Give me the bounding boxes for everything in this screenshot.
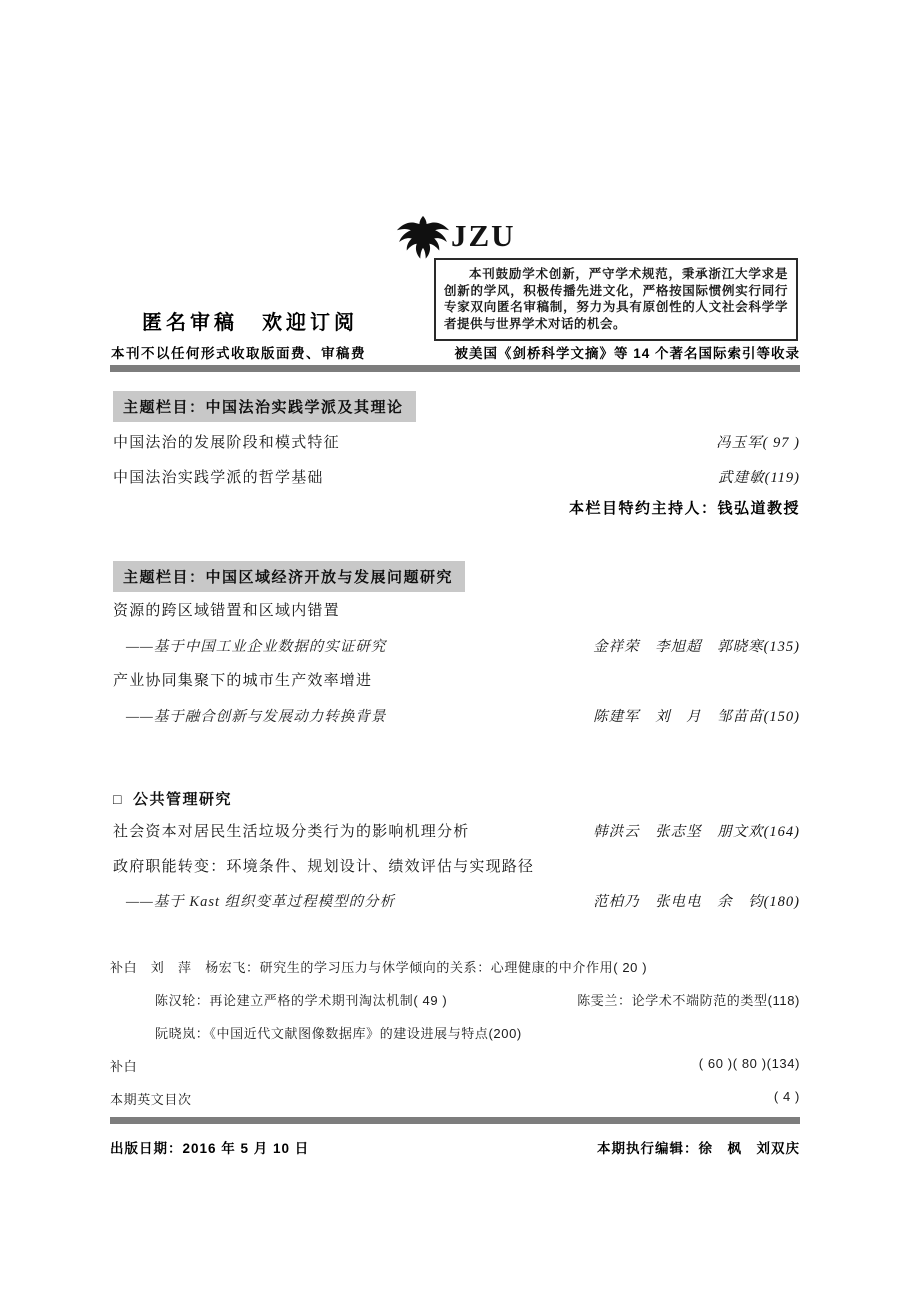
- article-authors-page: 韩洪云 张志坚 朋文欢(164): [593, 824, 800, 840]
- english-contents-page: ( 4 ): [773, 1089, 800, 1104]
- filler-line: [110, 957, 800, 976]
- article-row: [110, 820, 800, 841]
- executive-editors: 本期执行编辑：徐 枫 刘双庆: [597, 1141, 800, 1156]
- international-index-note: 被美国《剑桥科学文摘》等 14 个著名国际索引等收录: [454, 346, 800, 361]
- filler-pages-line: [110, 1056, 800, 1075]
- article-row: [110, 855, 800, 876]
- article-row: [110, 466, 800, 487]
- article-subtitle: ——基于融合创新与发展动力转换背景: [126, 709, 387, 725]
- section-title: 主题栏目：中国法治实践学派及其理论: [123, 399, 404, 416]
- article-subtitle-row: [110, 890, 800, 911]
- filler-line: [110, 1023, 800, 1042]
- review-slogan: 匿名审稿 欢迎订阅: [142, 312, 358, 334]
- editorial-notice-text: 本刊鼓励学术创新，严守学术规范，秉承浙江大学求是创新的学风，积极传播先进文化，严格按国际惯例实行同行专家双向匿名审稿制，努力为具有原创性的人文社会科学学者提供与世界学术对话的机会。: [444, 267, 788, 331]
- publication-footer: [110, 1137, 800, 1157]
- section-header-law: [113, 391, 416, 422]
- article-title: 社会资本对居民生活垃圾分类行为的影响机理分析: [113, 823, 470, 840]
- filler-text: 阮晓岚：《中国近代文献图像数据库》的建设进展与特点(200): [155, 1026, 522, 1041]
- article-title: 政府职能转变：环境条件、规划设计、绩效评估与实现路径: [113, 858, 535, 875]
- section-header-public-admin: [113, 786, 232, 811]
- filler-page-numbers: ( 60 )( 80 )(134): [698, 1056, 800, 1071]
- article-authors-page: 冯玉军( 97 ): [716, 435, 800, 451]
- article-title: 资源的跨区域错置和区域内错置: [113, 602, 340, 619]
- article-authors-page: 金祥荣 李旭超 郭晓寒(135): [593, 639, 800, 655]
- article-authors-page: 武建敏(119): [718, 470, 800, 486]
- article-subtitle-row: [110, 635, 800, 656]
- article-subtitle: ——基于中国工业企业数据的实证研究: [126, 639, 387, 655]
- article-authors-page: 范柏乃 张电电 余 钧(180): [593, 894, 800, 910]
- filler-label: 补白: [110, 1059, 138, 1074]
- article-subtitle: ——基于 Kast 组织变革过程模型的分析: [126, 894, 396, 910]
- filler-text: 陈雯兰：论学术不端防范的类型(118): [577, 993, 800, 1008]
- section-title: 主题栏目：中国区域经济开放与发展问题研究: [123, 569, 454, 586]
- editorial-notice-box: [434, 258, 798, 341]
- filler-text: 陈汉轮：再论建立严格的学术期刊淘汰机制( 49 ): [155, 993, 448, 1008]
- square-marker-icon: □: [113, 791, 123, 807]
- article-title: 产业协同集聚下的城市生产效率增进: [113, 672, 373, 689]
- article-row: [110, 431, 800, 452]
- no-fee-note: 本刊不以任何形式收取版面费、审稿费: [111, 346, 366, 361]
- publish-date: 出版日期：2016 年 5 月 10 日: [110, 1141, 310, 1156]
- journal-logo-text: JZU: [451, 218, 516, 253]
- article-row: [110, 669, 800, 690]
- filler-line: [110, 990, 800, 1009]
- article-row: [110, 599, 800, 620]
- section-header-regional-economy: [113, 561, 465, 592]
- divider-rule-top: [110, 365, 800, 372]
- divider-rule-bottom: [110, 1117, 800, 1124]
- eagle-logo-icon: [396, 214, 450, 261]
- section-host-note: 本栏目特约主持人：钱弘道教授: [568, 500, 800, 517]
- article-authors-page: 陈建军 刘 月 邹苗苗(150): [593, 709, 800, 725]
- filler-text: 补白 刘 萍 杨宏飞：研究生的学习压力与休学倾向的关系：心理健康的中介作用( 20 ): [110, 960, 648, 975]
- section-title: 公共管理研究: [132, 791, 232, 808]
- article-subtitle-row: [110, 705, 800, 726]
- article-title: 中国法治的发展阶段和模式特征: [113, 434, 340, 451]
- english-contents-label: 本期英文目次: [110, 1092, 192, 1107]
- article-title: 中国法治实践学派的哲学基础: [113, 469, 324, 486]
- english-contents-line: [110, 1089, 800, 1108]
